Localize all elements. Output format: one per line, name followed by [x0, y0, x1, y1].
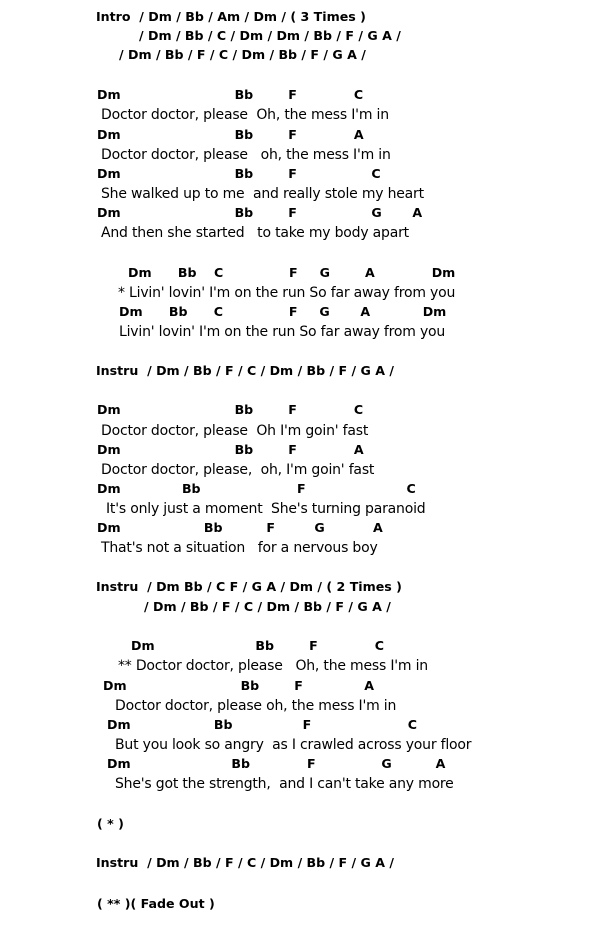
chord-line: Dm Bb F G A — [97, 205, 423, 220]
chord-line: Dm Bb F A — [97, 127, 364, 142]
intro-line: / Dm / Bb / F / C / Dm / Bb / F / G A / — [119, 47, 366, 62]
lyric-line: Doctor doctor, please oh, the mess I'm in — [101, 147, 391, 163]
chorus-repeat-marker: ( * ) — [97, 816, 124, 831]
fade-out-marker: ( ** )( Fade Out ) — [97, 896, 215, 911]
lyric-line: Doctor doctor, please, oh, I'm goin' fast — [101, 462, 375, 478]
instrumental-line: / Dm / Bb / F / C / Dm / Bb / F / G A / — [144, 599, 391, 614]
chord-line: Dm Bb C F G A Dm — [128, 265, 456, 280]
lyric-line: Doctor doctor, please Oh, the mess I'm in — [101, 107, 389, 123]
chord-line: Dm Bb F C — [97, 166, 381, 181]
lyric-line: But you look so angry as I crawled across your floor — [115, 737, 472, 753]
lyric-line: Doctor doctor, please oh, the mess I'm in — [115, 698, 397, 714]
lyric-line: She walked up to me and really stole my heart — [101, 186, 424, 202]
lyric-line: * Livin' lovin' I'm on the run So far away from you — [118, 285, 456, 301]
lyric-line: Doctor doctor, please Oh I'm goin' fast — [101, 423, 369, 439]
intro-line: / Dm / Bb / C / Dm / Dm / Bb / F / G A / — [139, 28, 401, 43]
chord-line: Dm Bb F C — [131, 638, 384, 653]
chord-line: Dm Bb F C — [97, 87, 364, 102]
lyric-line: And then she started to take my body apart — [101, 225, 409, 241]
intro-line: Intro / Dm / Bb / Am / Dm / ( 3 Times ) — [96, 9, 366, 24]
lyric-line: It's only just a moment She's turning paranoid — [106, 501, 426, 517]
instrumental-line: Instru / Dm / Bb / F / C / Dm / Bb / F / G A / — [96, 855, 394, 870]
lyric-line: That's not a situation for a nervous boy — [101, 540, 378, 556]
lyric-line: She's got the strength, and I can't take any more — [115, 776, 454, 792]
lyric-line: Livin' lovin' I'm on the run So far away from you — [119, 324, 446, 340]
chord-line: Dm Bb F C — [97, 481, 416, 496]
instrumental-line: Instru / Dm / Bb / F / C / Dm / Bb / F / G A / — [96, 363, 394, 378]
lyric-line: ** Doctor doctor, please Oh, the mess I'm in — [118, 658, 428, 674]
chord-line: Dm Bb F A — [97, 442, 364, 457]
instrumental-line: Instru / Dm Bb / C F / G A / Dm / ( 2 Times ) — [96, 579, 402, 594]
chord-line: Dm Bb F A — [103, 678, 374, 693]
chord-line: Dm Bb F G A — [107, 756, 446, 771]
chord-line: Dm Bb F C — [107, 717, 417, 732]
chord-line: Dm Bb F C — [97, 402, 364, 417]
chord-line: Dm Bb F G A — [97, 520, 383, 535]
chord-line: Dm Bb C F G A Dm — [119, 304, 447, 319]
